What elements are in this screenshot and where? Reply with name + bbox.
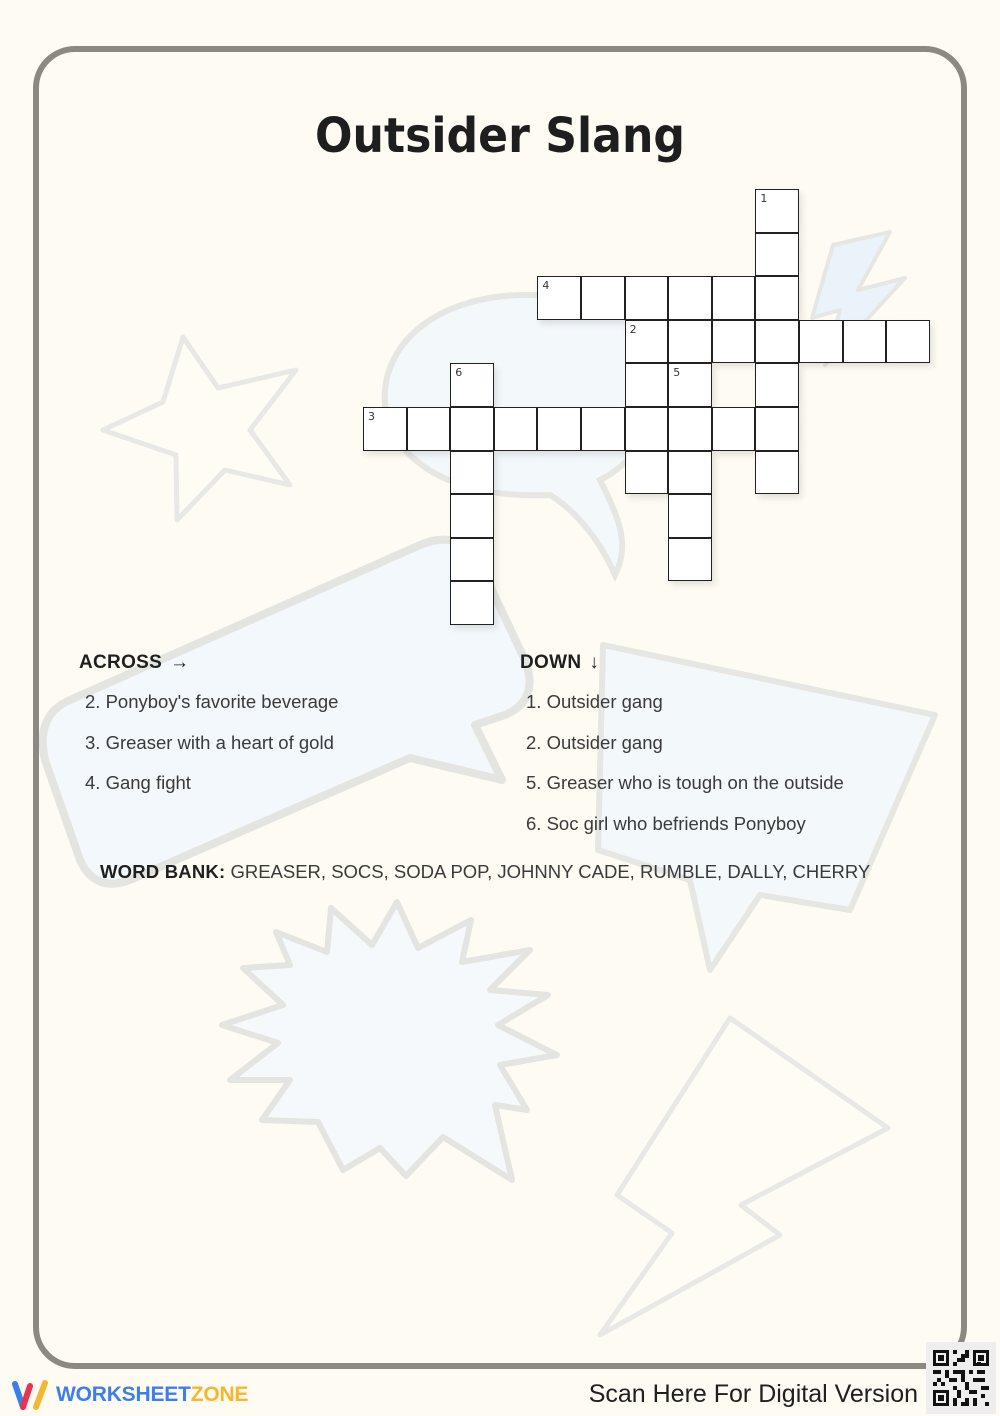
- crossword-cell[interactable]: [625, 451, 669, 495]
- crossword-cell[interactable]: [625, 407, 669, 451]
- crossword-cell[interactable]: [755, 276, 799, 320]
- crossword-cell[interactable]: [755, 189, 799, 233]
- crossword-cell[interactable]: [668, 363, 712, 407]
- crossword-cell[interactable]: [450, 538, 494, 582]
- crossword-cell[interactable]: [668, 451, 712, 495]
- worksheetzone-logo[interactable]: [10, 1378, 248, 1412]
- crossword-cell[interactable]: [625, 363, 669, 407]
- down-clue-2: 2. Outsider gang: [526, 731, 663, 753]
- worksheetzone-logo-icon: [10, 1378, 50, 1412]
- clue-number: 3: [368, 410, 375, 423]
- crossword-cell[interactable]: [450, 494, 494, 538]
- crossword-cell[interactable]: [712, 320, 756, 364]
- qr-code[interactable]: [926, 1342, 996, 1414]
- arrow-down-icon: ↓: [589, 652, 600, 673]
- across-clue-3: 3. Greaser with a heart of gold: [85, 731, 334, 753]
- crossword-cell[interactable]: [407, 407, 451, 451]
- across-clues: [79, 652, 338, 804]
- crossword-cell[interactable]: [581, 407, 625, 451]
- crossword-cell[interactable]: [537, 407, 581, 451]
- crossword-cell[interactable]: [755, 451, 799, 495]
- crossword-cell[interactable]: [581, 276, 625, 320]
- qr-code-icon: [933, 1349, 989, 1407]
- crossword-cell[interactable]: [712, 276, 756, 320]
- word-bank-label: WORD BANK:: [100, 861, 226, 882]
- word-bank: [100, 861, 870, 883]
- clue-number: 6: [455, 366, 463, 380]
- down-heading-label: DOWN: [520, 652, 582, 673]
- crossword-cell[interactable]: [668, 494, 712, 538]
- clue-number: 4: [542, 279, 550, 293]
- page-title: Outsider Slang: [314, 108, 686, 164]
- crossword-cell[interactable]: [494, 407, 538, 451]
- across-heading-label: ACROSS: [79, 652, 163, 673]
- crossword-cell[interactable]: [450, 407, 494, 451]
- brand-worksheet: WORKSHEET: [56, 1383, 191, 1406]
- crossword-cell[interactable]: [537, 276, 581, 320]
- across-clue-2: 2. Ponyboy's favorite beverage: [85, 691, 339, 712]
- arrow-right-icon: →: [170, 652, 190, 673]
- crossword-cell[interactable]: [668, 320, 712, 364]
- brand-zone: ZONE: [190, 1383, 249, 1406]
- crossword-cell[interactable]: [363, 407, 407, 451]
- down-clues: [520, 652, 844, 844]
- crossword-cell[interactable]: [450, 363, 494, 407]
- clue-number: 5: [673, 366, 681, 380]
- down-clue-1: 1. Outsider gang: [526, 691, 663, 712]
- crossword-cell[interactable]: [668, 407, 712, 451]
- across-clue-4: 4. Gang fight: [85, 772, 191, 793]
- crossword-cell[interactable]: [625, 320, 669, 364]
- crossword-cell[interactable]: [755, 407, 799, 451]
- crossword-cell[interactable]: [712, 407, 756, 451]
- crossword-cell[interactable]: [755, 233, 799, 277]
- crossword-cell[interactable]: [843, 320, 887, 364]
- crossword-cell[interactable]: [668, 538, 712, 582]
- word-bank-words: GREASER, SOCS, SODA POP, JOHNNY CADE, RUMBLE, DALLY, CHERRY: [225, 861, 871, 882]
- crossword-cell[interactable]: [755, 363, 799, 407]
- down-clue-5: 5. Greaser who is tough on the outside: [526, 772, 844, 793]
- down-heading: [520, 652, 844, 674]
- clue-number: 2: [629, 322, 637, 336]
- crossword-cell[interactable]: [755, 320, 799, 364]
- down-clue-6: 6. Soc girl who befriends Ponyboy: [526, 812, 806, 834]
- crossword-cell[interactable]: [625, 276, 669, 320]
- crossword-cell[interactable]: [450, 581, 494, 625]
- crossword-cell[interactable]: [799, 320, 843, 364]
- clue-number: 1: [760, 192, 768, 205]
- across-heading: [79, 652, 338, 674]
- crossword-cell[interactable]: [668, 276, 712, 320]
- crossword-cell[interactable]: [450, 451, 494, 495]
- scan-prompt: Scan Here For Digital Version: [588, 1380, 918, 1408]
- crossword-cell[interactable]: [886, 320, 930, 364]
